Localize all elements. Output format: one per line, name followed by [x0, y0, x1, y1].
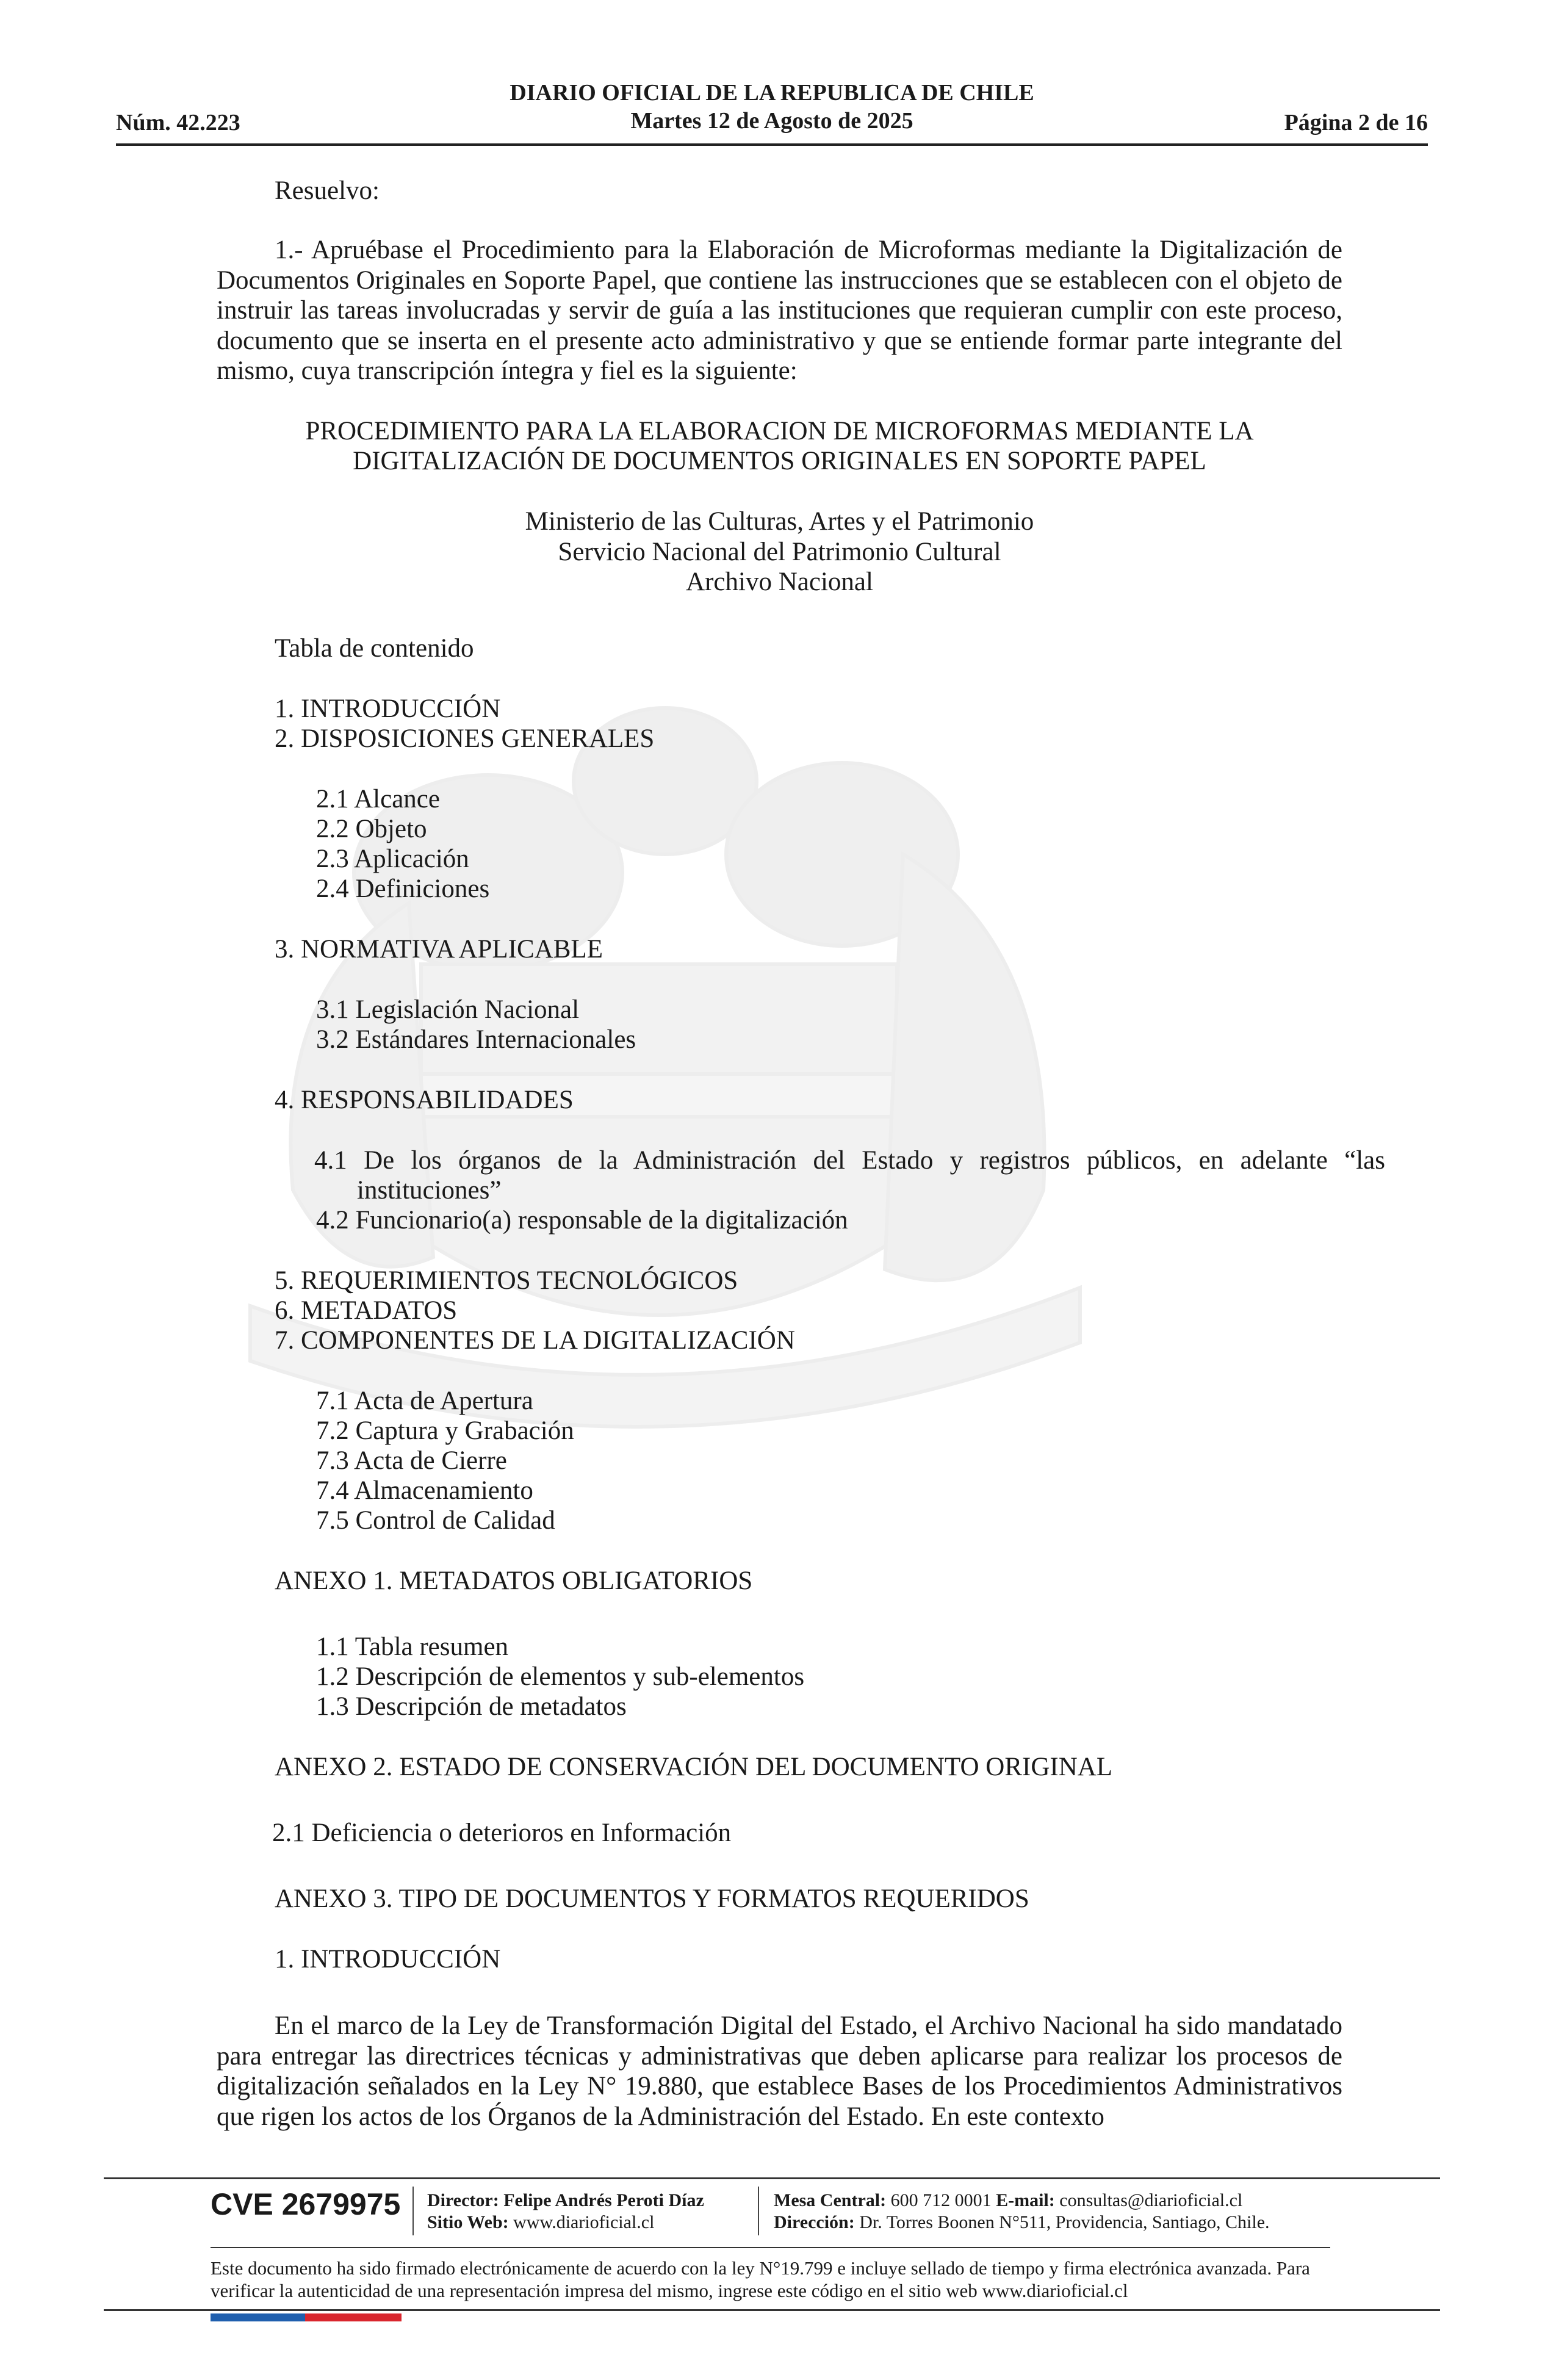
toc-annex: ANEXO 2. ESTADO DE CONSERVACIÓN DEL DOCUMENTO ORIGINAL	[275, 1753, 1113, 1781]
address-value: Dr. Torres Boonen N°511, Providencia, Santiago, Chile.	[859, 2212, 1270, 2232]
flag-stripe-red	[305, 2313, 402, 2321]
footer-mid-rule	[211, 2247, 1330, 2248]
address-line	[774, 2212, 1270, 2234]
toc-annex: ANEXO 3. TIPO DE DOCUMENTOS Y FORMATOS REQUERIDOS	[275, 1884, 1029, 1913]
procedure-title-line-2: DIGITALIZACIÓN DE DOCUMENTOS ORIGINALES EN SOPORTE PAPEL	[353, 447, 1206, 475]
toc-item: 4. RESPONSABILIDADES	[275, 1086, 574, 1114]
mesa-label: Mesa Central:	[774, 2190, 887, 2210]
director-line	[427, 2190, 704, 2212]
toc-subitem: 7.2 Captura y Grabación	[316, 1416, 574, 1445]
toc-item: 2. DISPOSICIONES GENERALES	[275, 724, 655, 753]
footer-divider	[412, 2187, 414, 2235]
intro-paragraph: En el marco de la Ley de Transformación Digital del Estado, el Archivo Nacional ha sido mandatado para entregar las directrices técnicas y administrativas que deben aplicarse para realizar los procesos de digitalización señalados en la Ley N° 19.880, que establece Bases de los Procedimientos Administrativos que rigen los actos de los Órganos de la Administración del Estado. En este contexto	[217, 2011, 1342, 2131]
page-number: Página 2 de 16	[1284, 110, 1428, 135]
website-label: Sitio Web:	[427, 2212, 509, 2232]
email-label: E-mail:	[996, 2190, 1055, 2210]
footer-bottom-rule	[104, 2309, 1440, 2311]
archive-name: Archivo Nacional	[686, 568, 873, 596]
toc-heading: Tabla de contenido	[275, 634, 474, 663]
footer-divider	[758, 2187, 759, 2235]
footer-top-rule	[104, 2177, 1440, 2179]
toc-subitem: 1.3 Descripción de metadatos	[316, 1692, 627, 1721]
page-header	[116, 76, 1428, 146]
cve-code: CVE 2679975	[211, 2187, 401, 2221]
toc-item: 6. METADATOS	[275, 1296, 458, 1325]
toc-subitem: 7.5 Control de Calidad	[316, 1506, 555, 1535]
toc-subitem: 4.2 Funcionario(a) responsable de la digitalización	[316, 1206, 848, 1235]
procedure-title-line-1: PROCEDIMIENTO PARA LA ELABORACION DE MICROFORMAS MEDIANTE LA	[305, 417, 1254, 445]
gazette-name: DIARIO OFICIAL DE LA REPUBLICA DE CHILE	[510, 80, 1034, 106]
toc-item: 7. COMPONENTES DE LA DIGITALIZACIÓN	[275, 1326, 795, 1355]
toc-subitem: 2.1 Alcance	[316, 785, 440, 813]
toc-item: 3. NORMATIVA APLICABLE	[275, 935, 603, 964]
issue-date: Martes 12 de Agosto de 2025	[630, 108, 913, 134]
toc-subitem: 1.2 Descripción de elementos y sub-elementos	[316, 1662, 805, 1691]
toc-subitem: 2.1 Deficiencia o deterioros en Información	[272, 1819, 732, 1847]
section-heading-introduccion: 1. INTRODUCCIÓN	[275, 1945, 501, 1974]
resolution-paragraph-1: 1.- Apruébase el Procedimiento para la Elaboración de Microformas mediante la Digitalización de Documentos Originales en Soporte Papel, que contiene las instrucciones que se establecen con el objeto de instruir las tareas involucradas y servir de guía a las instituciones que requieran cumplir con este proceso, documento que se inserta en el presente acto administrativo y que se entiende formar parte integrante del mismo, cuya transcripción íntegra y fiel es la siguiente:	[217, 236, 1342, 385]
toc-subitem: 7.3 Acta de Cierre	[316, 1446, 507, 1475]
website-link[interactable]: www.diarioficial.cl	[513, 2212, 655, 2232]
toc-subitem: 1.1 Tabla resumen	[316, 1632, 509, 1661]
email-link[interactable]: consultas@diarioficial.cl	[1059, 2190, 1243, 2210]
toc-item: 1. INTRODUCCIÓN	[275, 694, 501, 723]
website-line	[427, 2212, 654, 2234]
service-name: Servicio Nacional del Patrimonio Cultural	[558, 538, 1001, 566]
director-label: Director:	[427, 2190, 499, 2210]
gazette-masthead	[116, 79, 1428, 135]
ministry-name: Ministerio de las Culturas, Artes y el Patrimonio	[525, 507, 1034, 536]
toc-subitem: 2.4 Definiciones	[316, 874, 490, 903]
toc-subitem: 2.2 Objeto	[316, 815, 427, 843]
issue-number: Núm. 42.223	[116, 110, 240, 135]
toc-subitem: 3.1 Legislación Nacional	[316, 995, 580, 1024]
toc-subitem: 2.3 Aplicación	[316, 845, 469, 873]
address-label: Dirección:	[774, 2212, 855, 2232]
toc-subitem: 4.1 De los órganos de la Administración del Estado y registros públicos, en adelante “las instituciones”	[314, 1146, 1385, 1205]
toc-subitem: 7.1 Acta de Apertura	[316, 1387, 533, 1415]
flag-stripe-blue	[211, 2313, 305, 2321]
mesa-phone: 600 712 0001	[890, 2190, 992, 2210]
toc-annex: ANEXO 1. METADATOS OBLIGATORIOS	[275, 1567, 753, 1595]
legal-notice: Este documento ha sido firmado electrónicamente de acuerdo con la ley N°19.799 e incluye sellado de tiempo y firma electrónica avanzada. Para verificar la autenticidad de una representación impresa del mismo, ingrese este código en el sitio web www.diarioficial.cl	[211, 2257, 1310, 2301]
toc-subitem: 7.4 Almacenamiento	[316, 1476, 533, 1505]
director-name: Felipe Andrés Peroti Díaz	[503, 2190, 704, 2210]
toc-subitem: 3.2 Estándares Internacionales	[316, 1025, 636, 1054]
contact-line	[774, 2190, 1242, 2212]
resuelvo-label: Resuelvo:	[275, 176, 380, 205]
toc-item: 5. REQUERIMIENTOS TECNOLÓGICOS	[275, 1266, 738, 1295]
